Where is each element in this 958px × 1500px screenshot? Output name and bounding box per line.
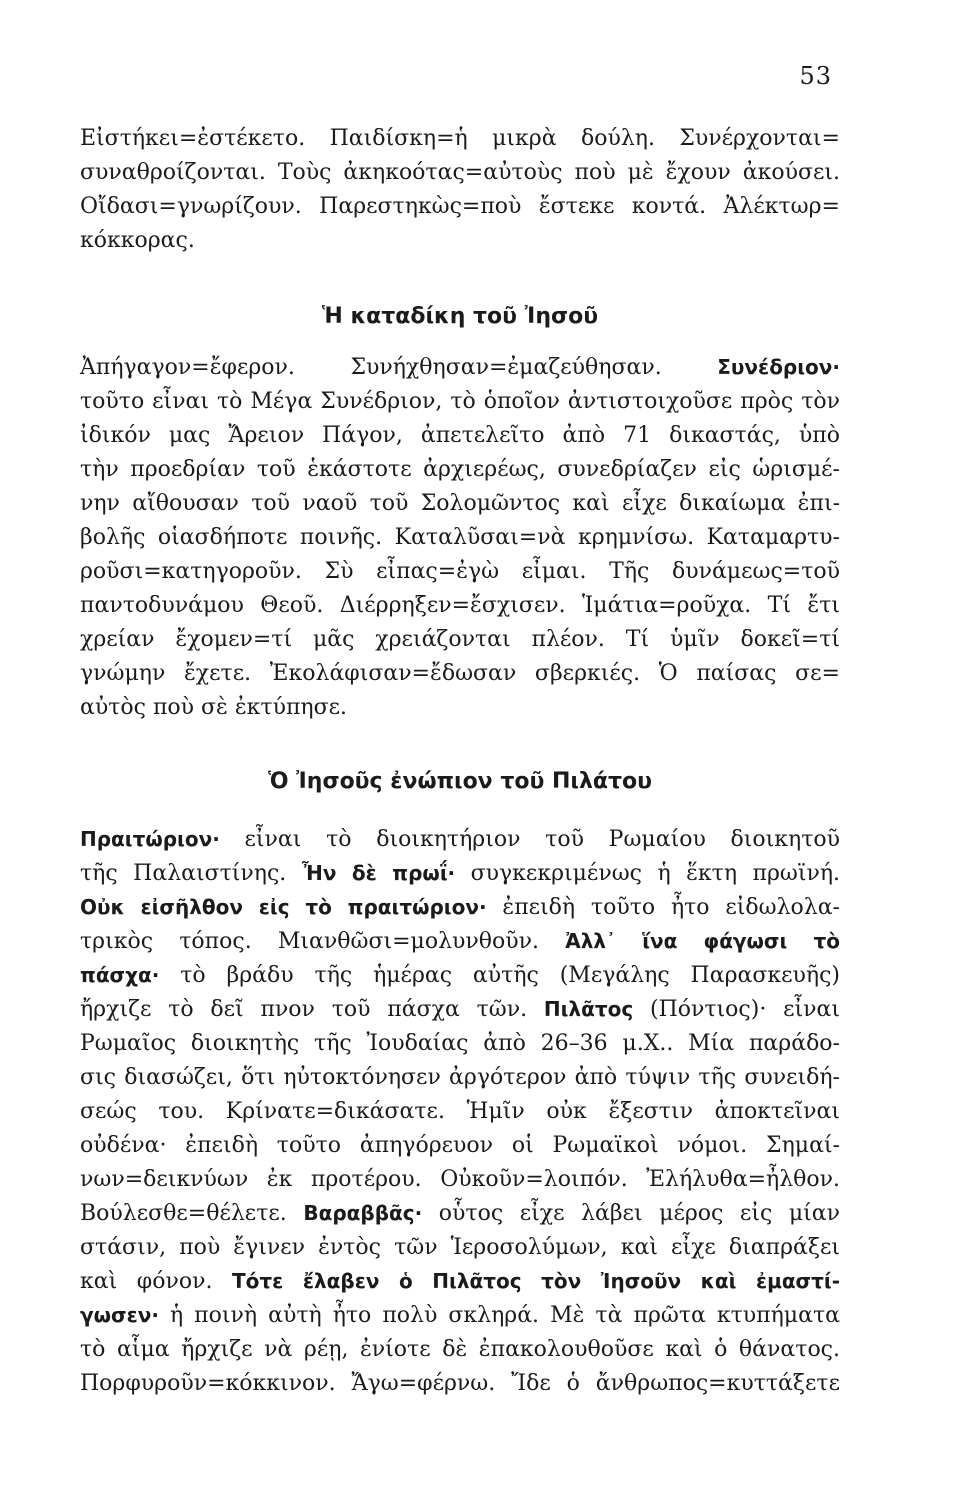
glossary-line: συναθροίζονται. Τοὺς ἀκηκοότας=αὐτοὺς ποὺ μὲ ἔχουν ἀκούσει. bbox=[80, 160, 840, 185]
line-text: τὸ αἷμα ἤρχιζε νὰ ρέῃ, ἐνίοτε δὲ ἐπακολουθοῦσε καὶ ὁ θάνατος. bbox=[80, 1337, 840, 1362]
text-line bbox=[80, 1162, 840, 1196]
line-text: ἰδικόν μας Ἄρειον Πάγον, ἀπετελεῖτο ἀπὸ 71 δικαστάς, ὑπὸ bbox=[80, 423, 840, 448]
line-text: χρείαν ἔχομεν=τί μᾶς χρειάζονται πλέον. Τί ὑμῖν δοκεῖ=τί bbox=[80, 627, 840, 652]
line-text: Βούλεσθε=θέλετε. bbox=[80, 1201, 304, 1226]
line-text: παντοδυνάμου Θεοῦ. Διέρρηξεν=ἔσχισεν. Ἱμάτια=ροῦχα. Τί ἔτι bbox=[80, 593, 840, 618]
text-line bbox=[80, 588, 840, 622]
text-line bbox=[80, 1264, 840, 1298]
line-text: (Πόντιος)· εἶναι bbox=[633, 997, 840, 1022]
line-text: Πορφυροῦν=κόκκινον. Ἄγω=φέρνω. Ἴδε ὁ ἄνθρωπος=κυττάξετε bbox=[80, 1371, 840, 1396]
text-line bbox=[80, 1060, 840, 1094]
line-text: νην αἴθουσαν τοῦ ναοῦ τοῦ Σολομῶντος καὶ εἶχε δικαίωμα ἐπι- bbox=[80, 491, 840, 516]
bold-term: Οὐκ εἰσῆλθον εἰς τὸ πραιτώριον· bbox=[80, 895, 487, 919]
line-text: τῆς Παλαιστίνης. bbox=[80, 861, 302, 886]
text-line bbox=[80, 924, 840, 958]
glossary-line: Εἰστήκει=ἐστέκετο. Παιδίσκη=ἡ μικρὰ δούλη. Συνέρχονται= bbox=[80, 126, 840, 151]
text-line bbox=[80, 452, 840, 486]
text-line bbox=[80, 992, 840, 1026]
bold-term: Ἦν δὲ πρωΐ· bbox=[301, 861, 456, 885]
section-heading-pilate: Ὁ Ἰησοῦς ἐνώπιον τοῦ Πιλάτου bbox=[267, 769, 653, 794]
line-text: ἐπειδὴ τοῦτο ἦτο εἰδωλολα- bbox=[486, 895, 840, 920]
text-line bbox=[80, 486, 840, 520]
bold-term: Βαραββᾶς· bbox=[303, 1201, 423, 1225]
text-line bbox=[80, 822, 840, 856]
glossary-line: κόκκορας. bbox=[80, 228, 195, 253]
line-text: συγκεκριμένως ἡ ἕκτη πρωϊνή. bbox=[455, 861, 840, 886]
section-body-pilate bbox=[80, 822, 840, 1400]
line-text: τὸ βράδυ τῆς ἡμέρας αὐτῆς (Μεγάλης Παρασκευῆς) bbox=[159, 963, 840, 988]
line-text: σις διασώζει, ὅτι ηὐτοκτόνησεν ἀργότερον ἀπὸ τύψιν τῆς συνειδή- bbox=[80, 1065, 840, 1090]
bold-term: Τότε ἔλαβεν ὁ Πιλᾶτος τὸν Ἰησοῦν καὶ ἐμαστί- bbox=[232, 1269, 840, 1293]
page-number: 53 bbox=[799, 62, 832, 90]
line-text: αὐτὸς ποὺ σὲ ἐκτύπησε. bbox=[80, 695, 347, 720]
line-text: Ρωμαῖος διοικητὴς τῆς Ἰουδαίας ἀπὸ 26–36 μ.Χ.. Μία παράδο- bbox=[80, 1031, 840, 1056]
bold-term: Πιλᾶτος bbox=[543, 997, 634, 1021]
text-line bbox=[80, 1094, 840, 1128]
line-text: βολῆς οἱασδήποτε ποινῆς. Καταλῦσαι=νὰ κρημνίσω. Καταμαρτυ- bbox=[80, 525, 840, 550]
line-text: ἡ ποινὴ αὐτὴ ἦτο πολὺ σκληρά. Μὲ τὰ πρῶτα κτυπήματα bbox=[158, 1303, 840, 1328]
text-line bbox=[80, 520, 840, 554]
text-line bbox=[80, 1366, 840, 1400]
text-line bbox=[80, 554, 840, 588]
text-line bbox=[80, 656, 840, 690]
bold-term: πάσχα· bbox=[80, 963, 160, 987]
line-text: τὴν προεδρίαν τοῦ ἑκάστοτε ἀρχιερέως, συνεδρίαζεν εἰς ὡρισμέ- bbox=[80, 457, 840, 482]
bold-term: Συνέδριον· bbox=[717, 355, 840, 379]
line-text: σεώς του. Κρίνατε=δικάσατε. Ἡμῖν οὐκ ἔξεστιν ἀποκτεῖναι bbox=[80, 1099, 840, 1124]
glossary-block bbox=[80, 122, 840, 258]
text-line bbox=[80, 958, 840, 992]
text-line bbox=[80, 690, 840, 724]
line-text: οὗτος εἶχε λάβει μέρος εἰς μίαν bbox=[422, 1201, 840, 1226]
text-line bbox=[80, 1196, 840, 1230]
text-line bbox=[80, 384, 840, 418]
bold-term: Ἀλλ᾽ ἵνα φάγωσι τὸ bbox=[565, 929, 840, 953]
bold-term: γωσεν· bbox=[80, 1303, 159, 1327]
line-text: Ἀπήγαγον=ἔφερον. Συνήχθησαν=ἐμαζεύθησαν. bbox=[80, 355, 718, 380]
text-line bbox=[80, 1298, 840, 1332]
line-text: οὐδένα· ἐπειδὴ τοῦτο ἀπηγόρευον οἱ Ρωμαϊκοὶ νόμοι. Σημαί- bbox=[80, 1133, 840, 1158]
text-line bbox=[80, 350, 840, 384]
text-line bbox=[80, 1230, 840, 1264]
line-text: εἶναι τὸ διοικητήριον τοῦ Ρωμαίου διοικητοῦ bbox=[219, 827, 840, 852]
line-text: στάσιν, ποὺ ἔγινεν ἐντὸς τῶν Ἱεροσολύμων, καὶ εἶχε διαπράξει bbox=[80, 1235, 840, 1260]
line-text: νων=δεικνύων ἐκ προτέρου. Οὐκοῦν=λοιπόν. Ἐλήλυθα=ἦλθον. bbox=[80, 1167, 840, 1192]
line-text: τοῦτο εἶναι τὸ Μέγα Συνέδριον, τὸ ὁποῖον ἀντιστοιχοῦσε πρὸς τὸν bbox=[80, 389, 840, 414]
text-line bbox=[80, 856, 840, 890]
glossary-line: Οἴδασι=γνωρίζουν. Παρεστηκὼς=ποὺ ἔστεκε κοντά. Ἀλέκτωρ= bbox=[80, 194, 840, 219]
line-text: γνώμην ἔχετε. Ἐκολάφισαν=ἔδωσαν σβερκιές. Ὁ παίσας σε= bbox=[80, 661, 840, 686]
text-line bbox=[80, 890, 840, 924]
line-text: ροῦσι=κατηγοροῦν. Σὺ εἶπας=ἐγὼ εἶμαι. Τῆς δυνάμεως=τοῦ bbox=[80, 559, 840, 584]
line-text: καὶ φόνον. bbox=[80, 1269, 233, 1294]
bold-term: Πραιτώριον· bbox=[80, 827, 220, 851]
text-line bbox=[80, 1128, 840, 1162]
text-line bbox=[80, 1332, 840, 1366]
section-body-condemnation bbox=[80, 350, 840, 724]
line-text: τρικὸς τόπος. Μιανθῶσι=μολυνθοῦν. bbox=[80, 929, 566, 954]
section-heading-condemnation: Ἡ καταδίκη τοῦ Ἰησοῦ bbox=[321, 304, 599, 329]
text-line bbox=[80, 622, 840, 656]
text-line bbox=[80, 1026, 840, 1060]
line-text: ἤρχιζε τὸ δεῖ πνον τοῦ πάσχα τῶν. bbox=[80, 997, 544, 1022]
text-line bbox=[80, 418, 840, 452]
